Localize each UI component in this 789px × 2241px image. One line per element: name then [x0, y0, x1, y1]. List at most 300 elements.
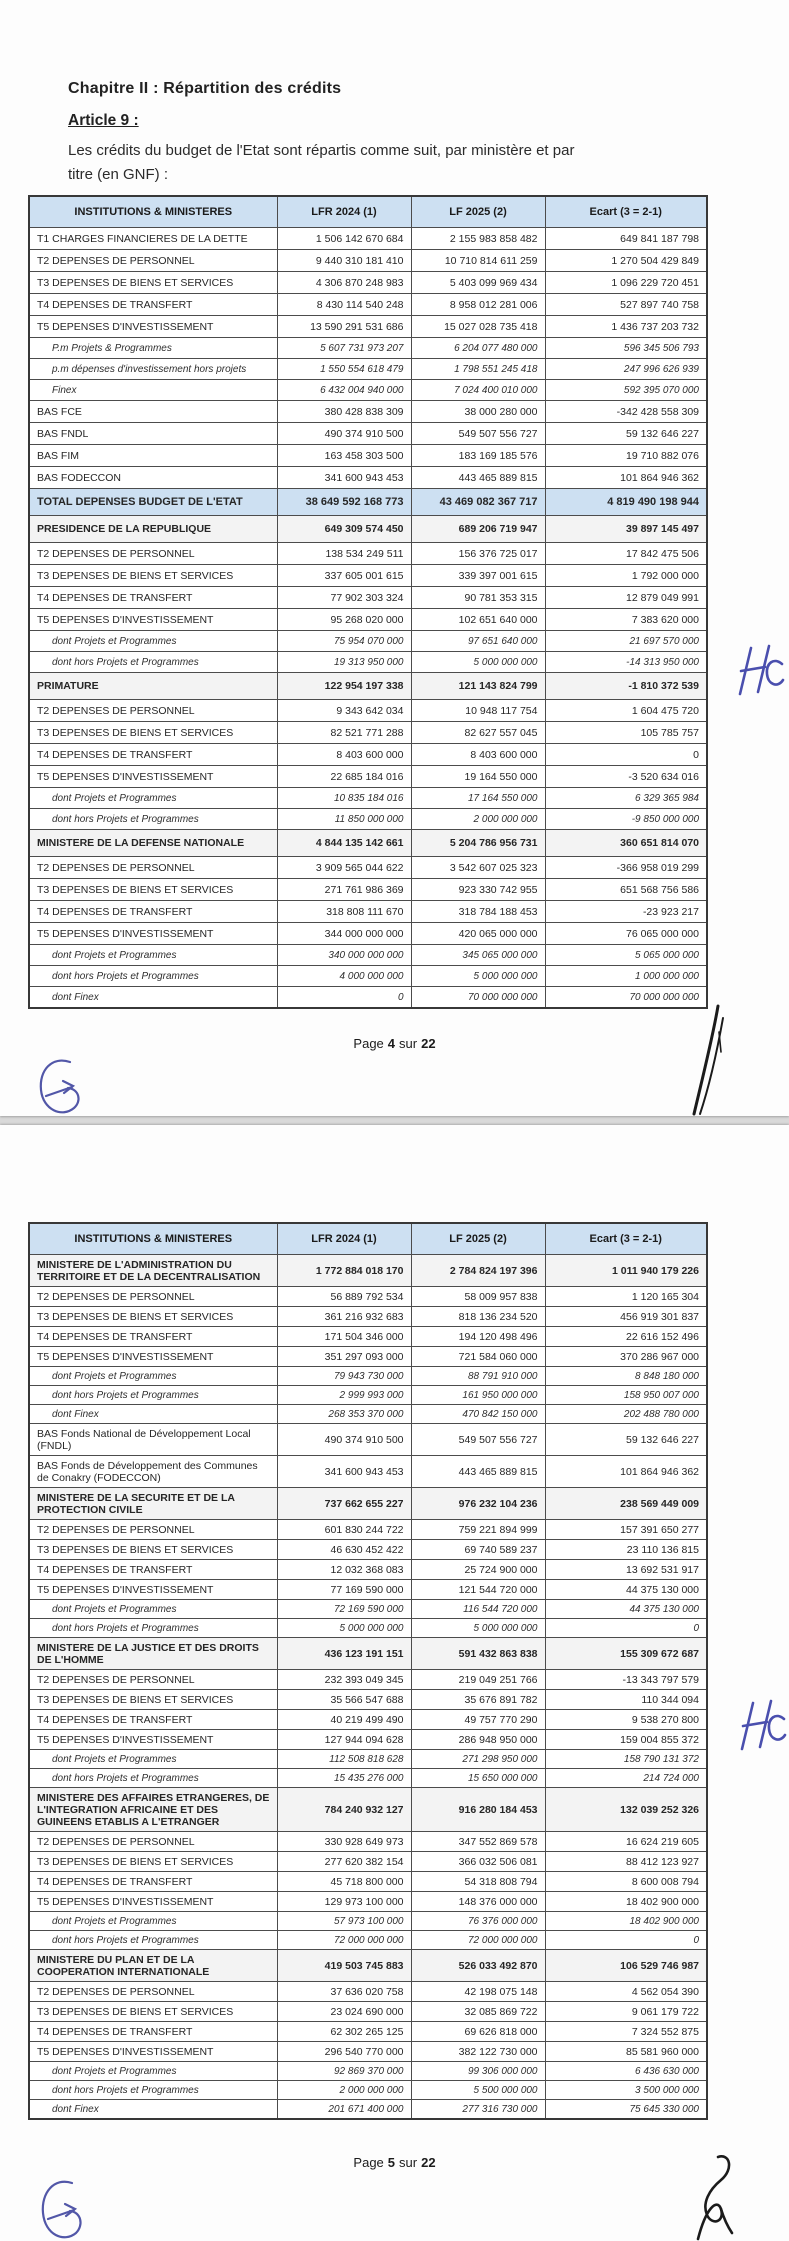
row-label: BAS FNDL — [29, 423, 277, 445]
table-row-normal — [29, 1730, 707, 1750]
row-label: P.m Projets & Programmes — [29, 338, 277, 359]
cell-lfr-2024: 6 432 004 940 000 — [277, 380, 411, 401]
cell-lf-2025: 156 376 725 017 — [411, 543, 545, 565]
cell-lf-2025: 99 306 000 000 — [411, 2062, 545, 2081]
table-row-sub — [29, 1600, 707, 1619]
cell-ecart: -23 923 217 — [545, 901, 707, 923]
cell-ecart: 214 724 000 — [545, 1769, 707, 1788]
cell-lfr-2024: 56 889 792 534 — [277, 1287, 411, 1307]
row-label: T5 DEPENSES D'INVESTISSEMENT — [29, 766, 277, 788]
cell-lfr-2024: 10 835 184 016 — [277, 788, 411, 809]
row-label: BAS FCE — [29, 401, 277, 423]
cell-lf-2025: 2 784 824 197 396 — [411, 1255, 545, 1287]
cell-lfr-2024: 77 902 303 324 — [277, 587, 411, 609]
document-page-4 — [0, 0, 789, 1116]
cell-lfr-2024: 40 219 499 490 — [277, 1710, 411, 1730]
cell-lfr-2024: 138 534 249 511 — [277, 543, 411, 565]
cell-lfr-2024: 22 685 184 016 — [277, 766, 411, 788]
cell-lfr-2024: 9 440 310 181 410 — [277, 250, 411, 272]
cell-ecart: -9 850 000 000 — [545, 809, 707, 830]
cell-ecart: 19 710 882 076 — [545, 445, 707, 467]
cell-lfr-2024: 45 718 800 000 — [277, 1872, 411, 1892]
cell-lfr-2024: 330 928 649 973 — [277, 1832, 411, 1852]
row-label: T2 DEPENSES DE PERSONNEL — [29, 1520, 277, 1540]
cell-lfr-2024: 5 607 731 973 207 — [277, 338, 411, 359]
cell-lfr-2024: 318 808 111 670 — [277, 901, 411, 923]
cell-lfr-2024: 46 630 452 422 — [277, 1540, 411, 1560]
cell-lfr-2024: 1 506 142 670 684 — [277, 228, 411, 250]
cell-lf-2025: 526 033 492 870 — [411, 1950, 545, 1982]
table-row-normal — [29, 1982, 707, 2002]
table-row-sub — [29, 809, 707, 830]
footer-word-sur: sur — [399, 1036, 418, 1051]
cell-lf-2025: 10 710 814 611 259 — [411, 250, 545, 272]
cell-ecart: 1 436 737 203 732 — [545, 316, 707, 338]
table-row-sub — [29, 380, 707, 401]
cell-ecart: -342 428 558 309 — [545, 401, 707, 423]
table-row-section — [29, 1488, 707, 1520]
cell-lf-2025: 916 280 184 453 — [411, 1788, 545, 1832]
cell-lfr-2024: 2 999 993 000 — [277, 1386, 411, 1405]
cell-lfr-2024: 122 954 197 338 — [277, 673, 411, 700]
cell-lfr-2024: 737 662 655 227 — [277, 1488, 411, 1520]
cell-lf-2025: 5 500 000 000 — [411, 2081, 545, 2100]
table-row-sub — [29, 652, 707, 673]
cell-ecart: 105 785 757 — [545, 722, 707, 744]
footer-word-sur: sur — [399, 2155, 418, 2170]
row-label: dont Projets et Programmes — [29, 1367, 277, 1386]
table-row-normal — [29, 294, 707, 316]
cell-lf-2025: 591 432 863 838 — [411, 1638, 545, 1670]
cell-ecart: 649 841 187 798 — [545, 228, 707, 250]
table-row-normal — [29, 467, 707, 489]
row-label: T3 DEPENSES DE BIENS ET SERVICES — [29, 1690, 277, 1710]
cell-lfr-2024: 72 169 590 000 — [277, 1600, 411, 1619]
cell-ecart: 13 692 531 917 — [545, 1560, 707, 1580]
row-label: dont hors Projets et Programmes — [29, 1769, 277, 1788]
row-label: dont Projets et Programmes — [29, 631, 277, 652]
cell-lf-2025: 43 469 082 367 717 — [411, 489, 545, 516]
column-header: LFR 2024 (1) — [277, 1223, 411, 1255]
table-row-normal — [29, 1347, 707, 1367]
cell-lfr-2024: 12 032 368 083 — [277, 1560, 411, 1580]
cell-lf-2025: 219 049 251 766 — [411, 1670, 545, 1690]
row-label: dont Projets et Programmes — [29, 1600, 277, 1619]
table-row-normal — [29, 1670, 707, 1690]
cell-lfr-2024: 77 169 590 000 — [277, 1580, 411, 1600]
table-row-normal — [29, 609, 707, 631]
cell-ecart: 88 412 123 927 — [545, 1852, 707, 1872]
cell-ecart: -13 343 797 579 — [545, 1670, 707, 1690]
row-label: T4 DEPENSES DE TRANSFERT — [29, 744, 277, 766]
cell-lf-2025: 549 507 556 727 — [411, 1424, 545, 1456]
cell-lf-2025: 49 757 770 290 — [411, 1710, 545, 1730]
cell-lf-2025: 102 651 640 000 — [411, 609, 545, 631]
cell-lf-2025: 54 318 808 794 — [411, 1872, 545, 1892]
row-label: T3 DEPENSES DE BIENS ET SERVICES — [29, 272, 277, 294]
article-heading: Article 9 : — [68, 112, 139, 129]
row-label: dont Projets et Programmes — [29, 788, 277, 809]
cell-lf-2025: 32 085 869 722 — [411, 2002, 545, 2022]
table-row-normal — [29, 1580, 707, 1600]
cell-lfr-2024: 19 313 950 000 — [277, 652, 411, 673]
cell-ecart: 370 286 967 000 — [545, 1347, 707, 1367]
table-row-normal — [29, 744, 707, 766]
table-row-normal — [29, 543, 707, 565]
row-label: T2 DEPENSES DE PERSONNEL — [29, 1832, 277, 1852]
cell-lfr-2024: 9 343 642 034 — [277, 700, 411, 722]
cell-lfr-2024: 15 435 276 000 — [277, 1769, 411, 1788]
cell-ecart: 159 004 855 372 — [545, 1730, 707, 1750]
row-label: dont Finex — [29, 1405, 277, 1424]
table-row-sub — [29, 2062, 707, 2081]
cell-lfr-2024: 351 297 093 000 — [277, 1347, 411, 1367]
cell-lfr-2024: 171 504 346 000 — [277, 1327, 411, 1347]
cell-ecart: 527 897 740 758 — [545, 294, 707, 316]
table-row-normal — [29, 401, 707, 423]
cell-lfr-2024: 129 973 100 000 — [277, 1892, 411, 1912]
cell-lf-2025: 15 027 028 735 418 — [411, 316, 545, 338]
column-header: Ecart (3 = 2-1) — [545, 196, 707, 228]
cell-lf-2025: 318 784 188 453 — [411, 901, 545, 923]
cell-lf-2025: 148 376 000 000 — [411, 1892, 545, 1912]
row-label: T3 DEPENSES DE BIENS ET SERVICES — [29, 1540, 277, 1560]
row-label: dont hors Projets et Programmes — [29, 809, 277, 830]
table-row-sub — [29, 1750, 707, 1769]
table-row-section — [29, 1255, 707, 1287]
cell-ecart: 158 790 131 372 — [545, 1750, 707, 1769]
table-row-normal — [29, 1710, 707, 1730]
cell-ecart: 157 391 650 277 — [545, 1520, 707, 1540]
table-row-normal — [29, 2022, 707, 2042]
cell-lf-2025: 5 204 786 956 731 — [411, 830, 545, 857]
cell-ecart: 1 270 504 429 849 — [545, 250, 707, 272]
cell-lfr-2024: 380 428 838 309 — [277, 401, 411, 423]
cell-ecart: 158 950 007 000 — [545, 1386, 707, 1405]
cell-lf-2025: 70 000 000 000 — [411, 987, 545, 1009]
cell-lf-2025: 121 143 824 799 — [411, 673, 545, 700]
table-row-section — [29, 1950, 707, 1982]
cell-lf-2025: 345 065 000 000 — [411, 945, 545, 966]
cell-lfr-2024: 341 600 943 453 — [277, 467, 411, 489]
cell-ecart: 18 402 900 000 — [545, 1892, 707, 1912]
row-label: dont Projets et Programmes — [29, 1750, 277, 1769]
cell-lf-2025: 277 316 730 000 — [411, 2100, 545, 2120]
table-row-normal — [29, 1540, 707, 1560]
cell-lf-2025: 72 000 000 000 — [411, 1931, 545, 1950]
table-row-normal — [29, 1892, 707, 1912]
cell-lfr-2024: 277 620 382 154 — [277, 1852, 411, 1872]
cell-lf-2025: 5 403 099 969 434 — [411, 272, 545, 294]
cell-lfr-2024: 436 123 191 151 — [277, 1638, 411, 1670]
row-label: T2 DEPENSES DE PERSONNEL — [29, 1982, 277, 2002]
table-row-section — [29, 830, 707, 857]
row-label: T3 DEPENSES DE BIENS ET SERVICES — [29, 2002, 277, 2022]
cell-lf-2025: 194 120 498 496 — [411, 1327, 545, 1347]
row-label: T4 DEPENSES DE TRANSFERT — [29, 1560, 277, 1580]
cell-ecart: 1 604 475 720 — [545, 700, 707, 722]
cell-ecart: 16 624 219 605 — [545, 1832, 707, 1852]
column-header: Ecart (3 = 2-1) — [545, 1223, 707, 1255]
cell-lfr-2024: 2 000 000 000 — [277, 2081, 411, 2100]
cell-lfr-2024: 79 943 730 000 — [277, 1367, 411, 1386]
cell-lfr-2024: 35 566 547 688 — [277, 1690, 411, 1710]
cell-lfr-2024: 340 000 000 000 — [277, 945, 411, 966]
cell-lfr-2024: 490 374 910 500 — [277, 1424, 411, 1456]
row-label: BAS FIM — [29, 445, 277, 467]
table-row-sub — [29, 1619, 707, 1638]
cell-lfr-2024: 361 216 932 683 — [277, 1307, 411, 1327]
row-label: dont hors Projets et Programmes — [29, 966, 277, 987]
pen-stroke-annotation — [688, 1004, 730, 1116]
table-row-sub — [29, 1367, 707, 1386]
intro-paragraph — [68, 139, 758, 187]
cell-ecart: 596 345 506 793 — [545, 338, 707, 359]
cell-lf-2025: 90 781 353 315 — [411, 587, 545, 609]
cell-ecart: 21 697 570 000 — [545, 631, 707, 652]
row-label: dont hors Projets et Programmes — [29, 2081, 277, 2100]
row-label: dont Projets et Programmes — [29, 1912, 277, 1931]
budget-table-page4 — [28, 195, 708, 1009]
row-label: T3 DEPENSES DE BIENS ET SERVICES — [29, 1852, 277, 1872]
cell-ecart: 23 110 136 815 — [545, 1540, 707, 1560]
cell-lf-2025: 443 465 889 815 — [411, 1456, 545, 1488]
cell-ecart: 3 500 000 000 — [545, 2081, 707, 2100]
cell-lf-2025: 82 627 557 045 — [411, 722, 545, 744]
cell-ecart: 6 329 365 984 — [545, 788, 707, 809]
column-header: LF 2025 (2) — [411, 196, 545, 228]
row-label: T4 DEPENSES DE TRANSFERT — [29, 294, 277, 316]
cell-lfr-2024: 13 590 291 531 686 — [277, 316, 411, 338]
cell-ecart: 0 — [545, 1931, 707, 1950]
cell-lfr-2024: 0 — [277, 987, 411, 1009]
cell-ecart: 4 819 490 198 944 — [545, 489, 707, 516]
table-row-normal — [29, 923, 707, 945]
table-row-sub — [29, 1912, 707, 1931]
cell-lf-2025: 10 948 117 754 — [411, 700, 545, 722]
cell-lf-2025: 58 009 957 838 — [411, 1287, 545, 1307]
row-label: MINISTERE DE L'ADMINISTRATION DU TERRITOIRE ET DE LA DECENTRALISATION — [29, 1255, 277, 1287]
cell-ecart: 101 864 946 362 — [545, 467, 707, 489]
cell-lfr-2024: 23 024 690 000 — [277, 2002, 411, 2022]
table-row-normal — [29, 1852, 707, 1872]
cell-lfr-2024: 8 403 600 000 — [277, 744, 411, 766]
intro-line-2: titre (en GNF) : — [68, 166, 169, 183]
chapter-title: Chapitre II : Répartition des crédits — [68, 80, 342, 97]
cell-lfr-2024: 649 309 574 450 — [277, 516, 411, 543]
cell-lfr-2024: 62 302 265 125 — [277, 2022, 411, 2042]
row-label: T4 DEPENSES DE TRANSFERT — [29, 1872, 277, 1892]
table-row-normal — [29, 2002, 707, 2022]
row-label: MINISTERE DE LA SECURITE ET DE LA PROTECTION CIVILE — [29, 1488, 277, 1520]
cell-ecart: 4 562 054 390 — [545, 1982, 707, 2002]
column-header: LF 2025 (2) — [411, 1223, 545, 1255]
table-row-normal — [29, 901, 707, 923]
cell-lf-2025: 286 948 950 000 — [411, 1730, 545, 1750]
row-label: T2 DEPENSES DE PERSONNEL — [29, 1287, 277, 1307]
table-row-normal — [29, 1690, 707, 1710]
cell-ecart: 6 436 630 000 — [545, 2062, 707, 2081]
cell-lf-2025: 689 206 719 947 — [411, 516, 545, 543]
cell-lfr-2024: 57 973 100 000 — [277, 1912, 411, 1931]
row-label: dont hors Projets et Programmes — [29, 1931, 277, 1950]
row-label: BAS Fonds National de Développement Local (FNDL) — [29, 1424, 277, 1456]
cell-ecart: -14 313 950 000 — [545, 652, 707, 673]
cell-lf-2025: 42 198 075 148 — [411, 1982, 545, 2002]
table-row-normal — [29, 1327, 707, 1347]
cell-lf-2025: 8 403 600 000 — [411, 744, 545, 766]
cell-lf-2025: 6 204 077 480 000 — [411, 338, 545, 359]
cell-ecart: -1 810 372 539 — [545, 673, 707, 700]
row-label: dont Projets et Programmes — [29, 945, 277, 966]
row-label: T5 DEPENSES D'INVESTISSEMENT — [29, 316, 277, 338]
cell-ecart: 1 011 940 179 226 — [545, 1255, 707, 1287]
row-label: T3 DEPENSES DE BIENS ET SERVICES — [29, 565, 277, 587]
handwritten-initial-blue — [36, 2177, 88, 2241]
row-label: dont Finex — [29, 2100, 277, 2120]
table-row-sub — [29, 338, 707, 359]
cell-ecart: -3 520 634 016 — [545, 766, 707, 788]
cell-lfr-2024: 3 909 565 044 622 — [277, 857, 411, 879]
cell-lf-2025: 116 544 720 000 — [411, 1600, 545, 1619]
table-row-sub — [29, 1769, 707, 1788]
cell-lf-2025: 15 650 000 000 — [411, 1769, 545, 1788]
footer-total-pages: 22 — [421, 2155, 436, 2170]
cell-lf-2025: 271 298 950 000 — [411, 1750, 545, 1769]
cell-lf-2025: 5 000 000 000 — [411, 652, 545, 673]
cell-lfr-2024: 232 393 049 345 — [277, 1670, 411, 1690]
cell-lfr-2024: 341 600 943 453 — [277, 1456, 411, 1488]
cell-lfr-2024: 127 944 094 628 — [277, 1730, 411, 1750]
cell-ecart: 651 568 756 586 — [545, 879, 707, 901]
cell-lf-2025: 382 122 730 000 — [411, 2042, 545, 2062]
row-label: T1 CHARGES FINANCIERES DE LA DETTE — [29, 228, 277, 250]
cell-lf-2025: 2 155 983 858 482 — [411, 228, 545, 250]
cell-ecart: 9 061 179 722 — [545, 2002, 707, 2022]
table-row-section — [29, 673, 707, 700]
table-header-row — [29, 1223, 707, 1255]
table-row-sub — [29, 966, 707, 987]
cell-ecart: 22 616 152 496 — [545, 1327, 707, 1347]
cell-lfr-2024: 4 844 135 142 661 — [277, 830, 411, 857]
cell-lfr-2024: 37 636 020 758 — [277, 1982, 411, 2002]
table-row-section — [29, 1788, 707, 1832]
table-row-normal — [29, 1424, 707, 1456]
footer-total-pages: 22 — [421, 1036, 436, 1051]
cell-ecart: 12 879 049 991 — [545, 587, 707, 609]
cell-lfr-2024: 1 772 884 018 170 — [277, 1255, 411, 1287]
table-row-normal — [29, 700, 707, 722]
cell-lf-2025: 976 232 104 236 — [411, 1488, 545, 1520]
table-row-normal — [29, 423, 707, 445]
cell-lf-2025: 347 552 869 578 — [411, 1832, 545, 1852]
row-label: T5 DEPENSES D'INVESTISSEMENT — [29, 923, 277, 945]
cell-ecart: 155 309 672 687 — [545, 1638, 707, 1670]
cell-ecart: 44 375 130 000 — [545, 1580, 707, 1600]
cell-lf-2025: 470 842 150 000 — [411, 1405, 545, 1424]
cell-lfr-2024: 38 649 592 168 773 — [277, 489, 411, 516]
cell-ecart: 18 402 900 000 — [545, 1912, 707, 1931]
cell-lf-2025: 121 544 720 000 — [411, 1580, 545, 1600]
cell-lf-2025: 420 065 000 000 — [411, 923, 545, 945]
row-label: TOTAL DEPENSES BUDGET DE L'ETAT — [29, 489, 277, 516]
cell-ecart: 132 039 252 326 — [545, 1788, 707, 1832]
row-label: T3 DEPENSES DE BIENS ET SERVICES — [29, 1307, 277, 1327]
table-row-normal — [29, 879, 707, 901]
row-label: dont Projets et Programmes — [29, 2062, 277, 2081]
row-label: MINISTERE DES AFFAIRES ETRANGERES, DE L'INTEGRATION AFRICAINE ET DES GUINEENS ETABLIS A L'ETRANGER — [29, 1788, 277, 1832]
cell-lf-2025: 759 221 894 999 — [411, 1520, 545, 1540]
row-label: dont Finex — [29, 987, 277, 1009]
cell-lf-2025: 19 164 550 000 — [411, 766, 545, 788]
cell-lfr-2024: 4 306 870 248 983 — [277, 272, 411, 294]
cell-lf-2025: 35 676 891 782 — [411, 1690, 545, 1710]
intro-line-1: Les crédits du budget de l'Etat sont répartis comme suit, par ministère et par — [68, 142, 575, 159]
cell-lfr-2024: 5 000 000 000 — [277, 1619, 411, 1638]
handwritten-hc-mark — [732, 642, 786, 700]
cell-lfr-2024: 92 869 370 000 — [277, 2062, 411, 2081]
cell-lfr-2024: 344 000 000 000 — [277, 923, 411, 945]
row-label: T5 DEPENSES D'INVESTISSEMENT — [29, 2042, 277, 2062]
row-label: MINISTERE DE LA JUSTICE ET DES DROITS DE L'HOMME — [29, 1638, 277, 1670]
cell-ecart: 360 651 814 070 — [545, 830, 707, 857]
cell-ecart: 7 324 552 875 — [545, 2022, 707, 2042]
table-row-sub — [29, 1405, 707, 1424]
table-row-sub — [29, 2100, 707, 2120]
cell-lf-2025: 818 136 234 520 — [411, 1307, 545, 1327]
cell-ecart: 70 000 000 000 — [545, 987, 707, 1009]
table-row-sub — [29, 945, 707, 966]
cell-ecart: 39 897 145 497 — [545, 516, 707, 543]
row-label: T4 DEPENSES DE TRANSFERT — [29, 1710, 277, 1730]
cell-lfr-2024: 268 353 370 000 — [277, 1405, 411, 1424]
table-row-normal — [29, 228, 707, 250]
cell-ecart: 59 132 646 227 — [545, 1424, 707, 1456]
cell-lf-2025: 161 950 000 000 — [411, 1386, 545, 1405]
cell-lfr-2024: 601 830 244 722 — [277, 1520, 411, 1540]
handwritten-initial-blue — [34, 1056, 86, 1116]
cell-lf-2025: 1 798 551 245 418 — [411, 359, 545, 380]
footer-page-number: 4 — [387, 1036, 396, 1051]
cell-lf-2025: 443 465 889 815 — [411, 467, 545, 489]
row-label: T4 DEPENSES DE TRANSFERT — [29, 1327, 277, 1347]
row-label: PRIMATURE — [29, 673, 277, 700]
cell-lf-2025: 97 651 640 000 — [411, 631, 545, 652]
row-label: p.m dépenses d'investissement hors projets — [29, 359, 277, 380]
cell-lfr-2024: 271 761 986 369 — [277, 879, 411, 901]
cell-lf-2025: 69 740 589 237 — [411, 1540, 545, 1560]
table-row-normal — [29, 445, 707, 467]
page-footer — [0, 2155, 789, 2170]
cell-lfr-2024: 11 850 000 000 — [277, 809, 411, 830]
column-header: INSTITUTIONS & MINISTERES — [29, 1223, 277, 1255]
cell-lf-2025: 25 724 900 000 — [411, 1560, 545, 1580]
cell-lf-2025: 183 169 185 576 — [411, 445, 545, 467]
table-row-section — [29, 1638, 707, 1670]
row-label: BAS FODECCON — [29, 467, 277, 489]
cell-lf-2025: 5 000 000 000 — [411, 1619, 545, 1638]
table-row-sub — [29, 1386, 707, 1405]
row-label: MINISTERE DU PLAN ET DE LA COOPERATION INTERNATIONALE — [29, 1950, 277, 1982]
table-row-normal — [29, 857, 707, 879]
table-row-normal — [29, 2042, 707, 2062]
footer-word-page: Page — [353, 1036, 384, 1051]
row-label: T4 DEPENSES DE TRANSFERT — [29, 901, 277, 923]
table-row-sub — [29, 359, 707, 380]
row-label: PRESIDENCE DE LA REPUBLIQUE — [29, 516, 277, 543]
cell-ecart: 238 569 449 009 — [545, 1488, 707, 1520]
table-row-normal — [29, 1287, 707, 1307]
